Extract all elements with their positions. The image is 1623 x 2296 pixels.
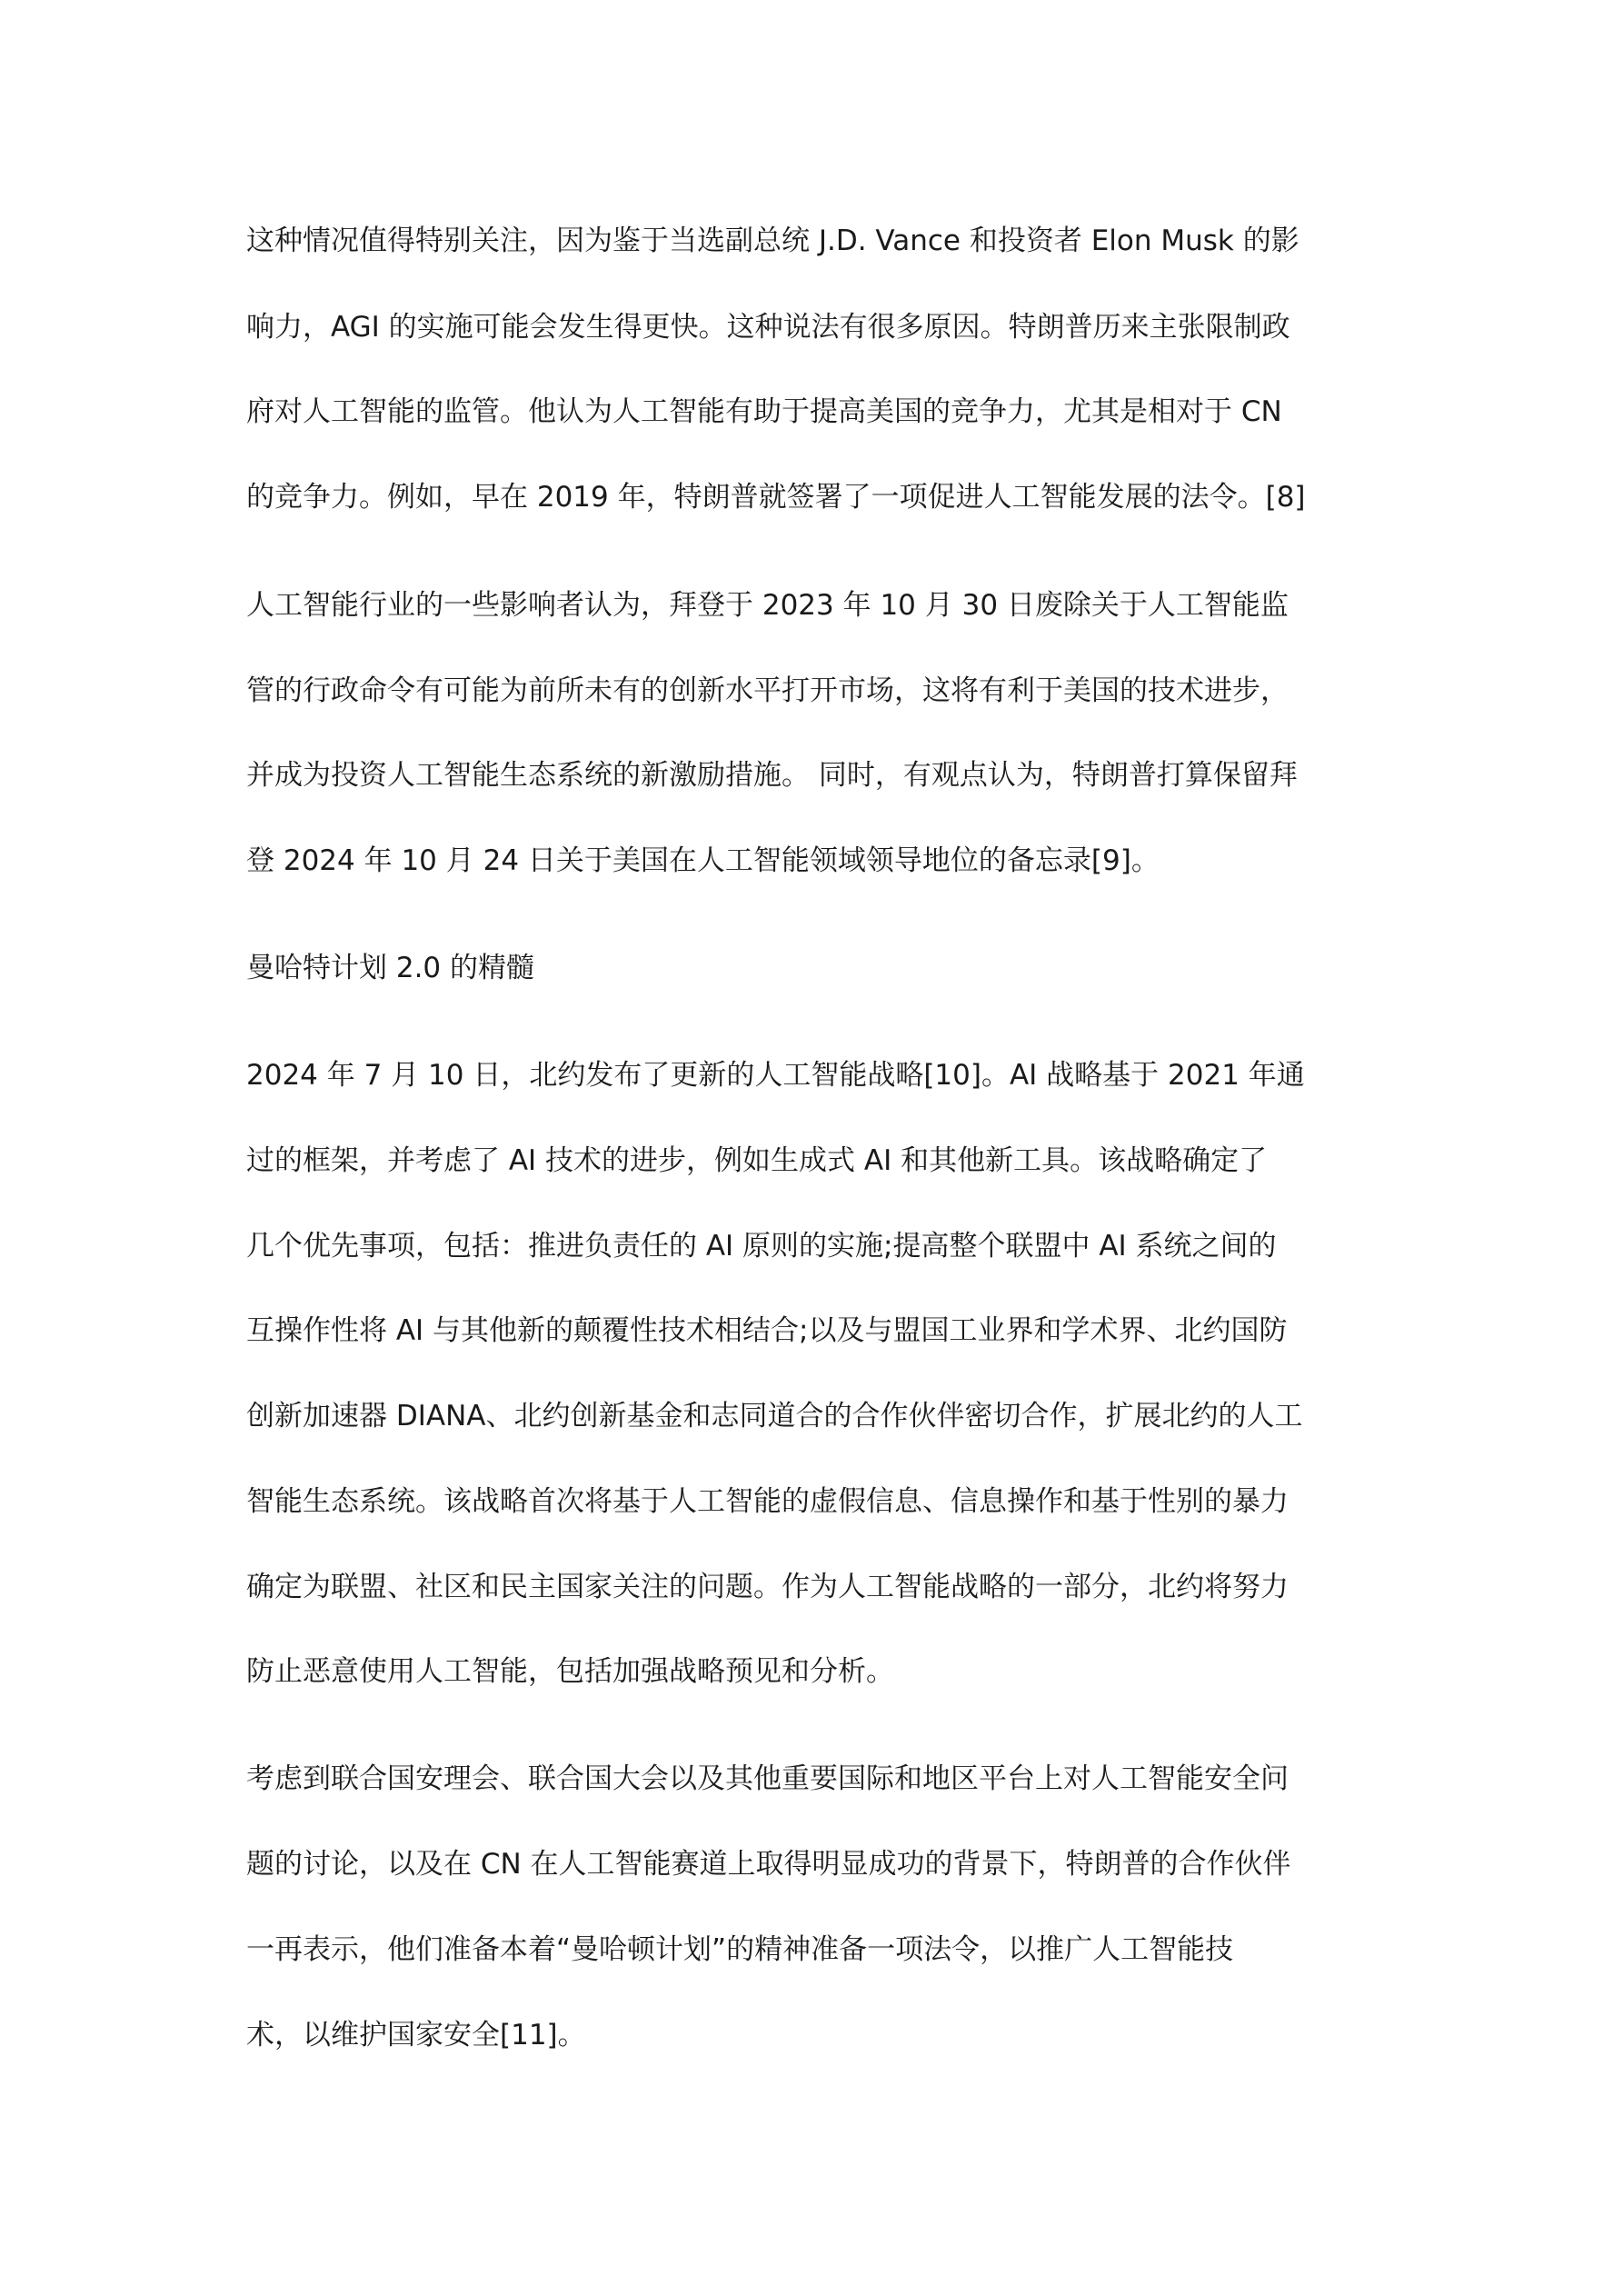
text-line: 管的行政命令有可能为前所未有的创新水平打开市场，这将有利于美国的技术进步， bbox=[246, 674, 1289, 707]
text-line: 题的讨论，以及在 CN 在人工智能赛道上取得明显成功的背景下，特朗普的合作伙伴 bbox=[246, 1848, 1291, 1881]
text-line: 的竞争力。例如，早在 2019 年，特朗普就签署了一项促进人工智能发展的法令。[8] bbox=[246, 481, 1306, 514]
text-line: 并成为投资人工智能生态系统的新激励措施。 同时，有观点认为，特朗普打算保留拜 bbox=[246, 759, 1298, 792]
text-line: 府对人工智能的监管。他认为人工智能有助于提高美国的竞争力，尤其是相对于 CN bbox=[246, 395, 1282, 428]
text-line: 智能生态系统。该战略首次将基于人工智能的虚假信息、信息操作和基于性别的暴力 bbox=[246, 1485, 1289, 1518]
text-line: 一再表示，他们准备本着“曼哈顿计划”的精神准备一项法令，以推广人工智能技 bbox=[246, 1933, 1234, 1966]
text-line: 确定为联盟、社区和民主国家关注的问题。作为人工智能战略的一部分，北约将努力 bbox=[246, 1571, 1289, 1603]
text-line: 过的框架，并考虑了 AI 技术的进步，例如生成式 AI 和其他新工具。该战略确定了 bbox=[246, 1144, 1268, 1177]
text-line: 互操作性将 AI 与其他新的颠覆性技术相结合;以及与盟国工业界和学术界、北约国防 bbox=[246, 1314, 1288, 1347]
text-line: 人工智能行业的一些影响者认为，拜登于 2023 年 10 月 30 日废除关于人工智能监 bbox=[246, 589, 1289, 622]
text-line: 这种情况值得特别关注，因为鉴于当选副总统 J.D. Vance 和投资者 Elon Musk 的影 bbox=[246, 225, 1299, 257]
section-heading: 曼哈特计划 2.0 的精髓 bbox=[246, 952, 535, 984]
text-line: 防止恶意使用人工智能，包括加强战略预见和分析。 bbox=[246, 1655, 894, 1688]
text-line: 创新加速器 DIANA、北约创新基金和志同道合的合作伙伴密切合作，扩展北约的人工 bbox=[246, 1400, 1303, 1433]
text-line: 几个优先事项，包括：推进负责任的 AI 原则的实施;提高整个联盟中 AI 系统之间的 bbox=[246, 1230, 1277, 1263]
text-line: 2024 年 7 月 10 日，北约发布了更新的人工智能战略[10]。AI 战略基于 2021 年通 bbox=[246, 1059, 1305, 1092]
text-line: 术，以维护国家安全[11]。 bbox=[246, 2019, 586, 2051]
text-line: 考虑到联合国安理会、联合国大会以及其他重要国际和地区平台上对人工智能安全问 bbox=[246, 1762, 1289, 1795]
text-line: 响力，AGI 的实施可能会发生得更快。这种说法有很多原因。特朗普历来主张限制政 bbox=[246, 311, 1290, 344]
text-line: 登 2024 年 10 月 24 日关于美国在人工智能领域领导地位的备忘录[9]。 bbox=[246, 844, 1160, 877]
